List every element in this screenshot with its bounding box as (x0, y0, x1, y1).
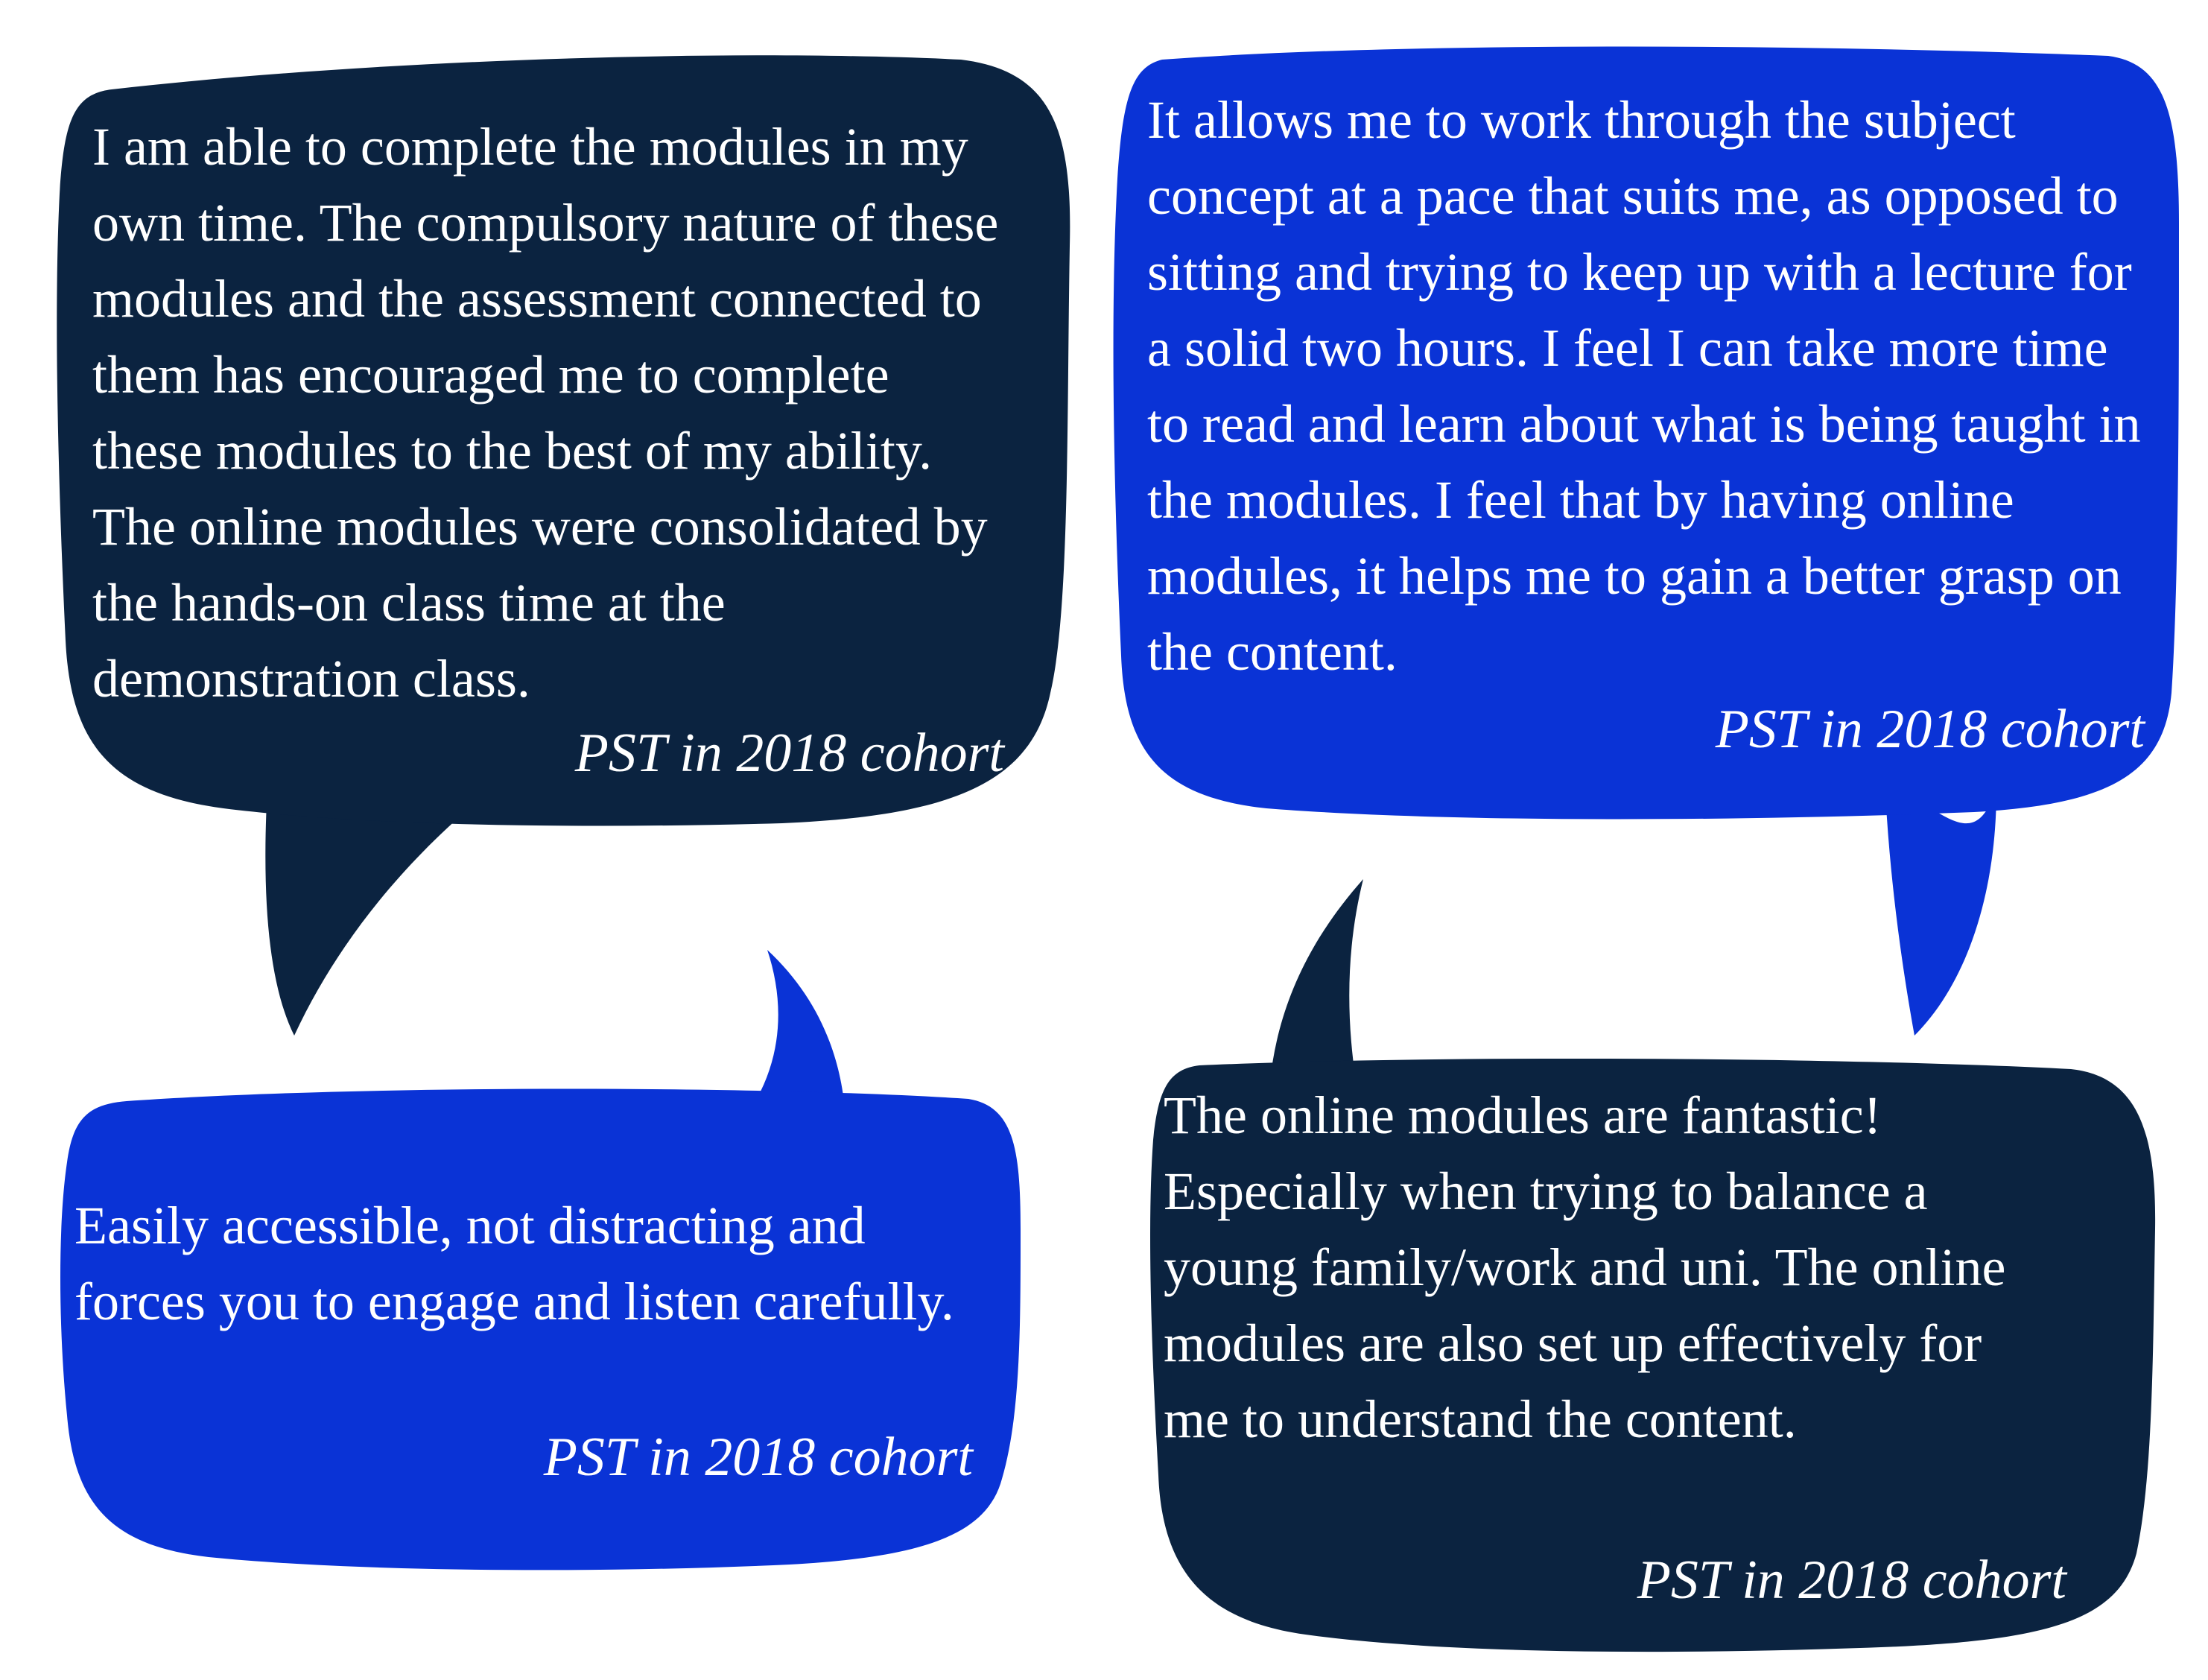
bubble-4-quote: The online modules are fantastic! Especially when trying to balance a young family/work and uni. The online modules are also set up effectively for me to understand the content. (1164, 1085, 2006, 1449)
bubble-2-quote: It allows me to work through the subject concept at a pace that suits me, as opposed to sitting and trying to keep up with a lecture for a solid two hours. I feel I can take more time to read and learn about what is being taught in the modules. I feel that by having online modules, it helps me to gain a better grasp on the content. (1147, 90, 2141, 682)
bubble-2-attribution: PST in 2018 cohort (1715, 699, 2145, 760)
speech-bubble-4-tail (1270, 879, 1363, 1086)
bubble-1-quote: I am able to complete the modules in my own time. The compulsory nature of these modules and the assessment connected to them has encouraged me to complete these modules to the best of my ability. The online modules were consolidated by the hands-on class time at the demonstration class. (92, 117, 999, 709)
bubble-3-quote: Easily accessible, not distracting and forces you to engage and listen carefully. (74, 1196, 954, 1331)
bubble-3-attribution: PST in 2018 cohort (543, 1427, 973, 1488)
bubble-1-attribution: PST in 2018 cohort (574, 723, 1004, 784)
bubble-4-attribution: PST in 2018 cohort (1637, 1550, 2066, 1611)
speech-bubble-2-tail (1885, 779, 1996, 1036)
